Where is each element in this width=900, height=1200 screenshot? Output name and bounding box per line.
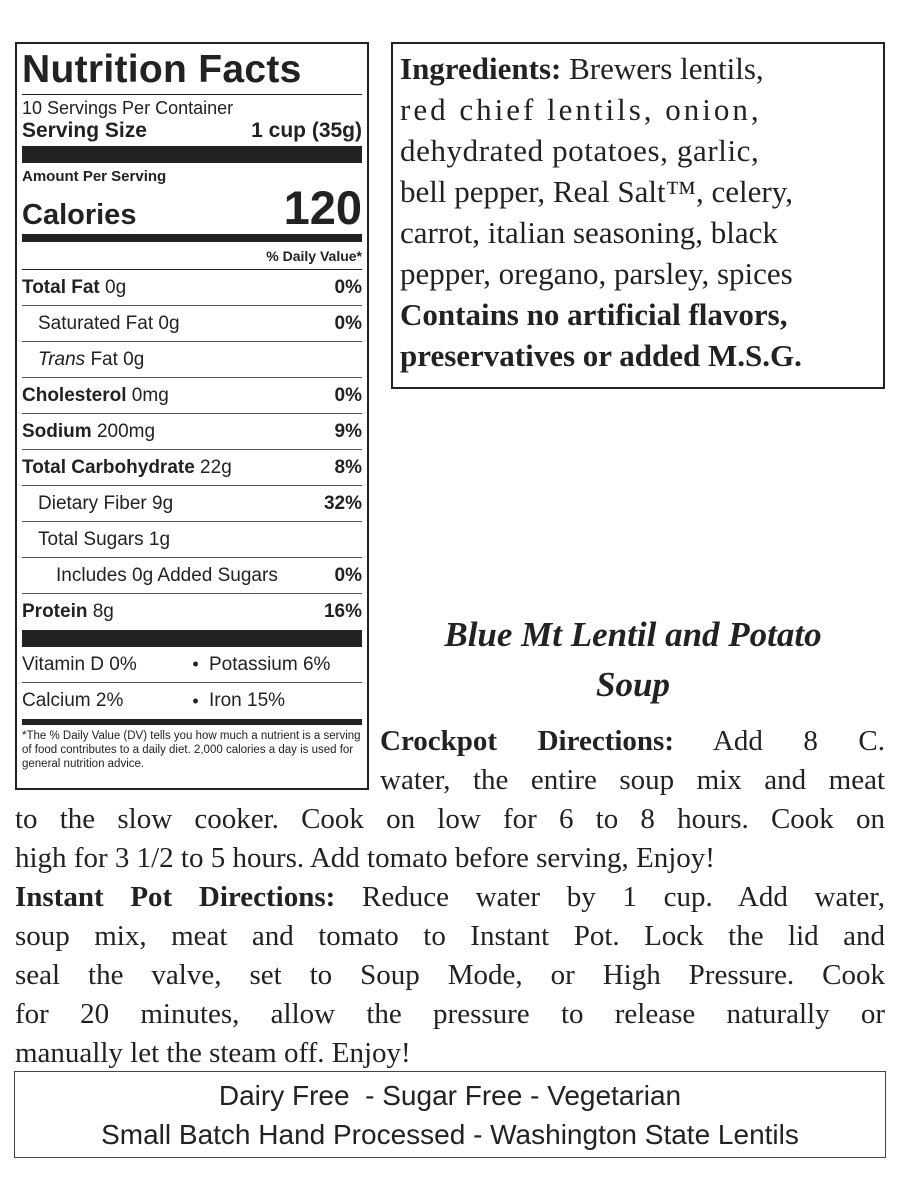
nutrient-label: Saturated Fat 0g bbox=[38, 312, 180, 334]
product-title bbox=[378, 610, 888, 710]
nutrient-percent: 0% bbox=[334, 564, 362, 586]
nutrient-percent: 0% bbox=[334, 312, 362, 334]
nutrient-label: Includes 0g Added Sugars bbox=[56, 564, 278, 586]
nutrition-facts-title: Nutrition Facts bbox=[22, 48, 302, 91]
daily-value-header: % Daily Value* bbox=[22, 242, 362, 270]
nutrient-percent: 0% bbox=[334, 276, 362, 298]
nutrient-label: Sodium bbox=[22, 420, 92, 442]
instant-pot-directions-label: Instant Pot Directions: bbox=[15, 881, 336, 913]
nutrient-percent: 9% bbox=[334, 420, 362, 442]
contains-line: preservatives or added M.S.G. bbox=[400, 338, 802, 373]
calcium: Calcium 2% bbox=[22, 690, 124, 711]
ingredients-line: dehydrated potatoes, garlic, bbox=[400, 133, 760, 168]
crockpot-directions-line: to the slow cooker. Cook on low for 6 to 8 hours. Cook on bbox=[15, 803, 885, 835]
serving-size-value: 1 cup (35g) bbox=[251, 119, 362, 142]
divider-medium bbox=[22, 234, 362, 242]
directions-text: Reduce water by 1 cup. Add water, bbox=[335, 881, 886, 913]
vitamin-d: Vitamin D 0% bbox=[22, 653, 137, 675]
footer-line: Small Batch Hand Processed - Washington State Lentils bbox=[101, 1119, 799, 1150]
nutrient-row-total-carbohydrate bbox=[22, 450, 362, 486]
iron: Iron 15% bbox=[209, 690, 286, 711]
nutrient-row-cholesterol bbox=[22, 378, 362, 414]
crockpot-directions-line: water, the entire soup mix and meat bbox=[380, 764, 885, 796]
nutrient-row-added-sugars bbox=[22, 558, 362, 594]
calories-value: 120 bbox=[283, 181, 362, 234]
product-title-line: Soup bbox=[596, 665, 670, 704]
footer-claims-box bbox=[14, 1071, 886, 1158]
nutrient-label: Fat 0g bbox=[85, 348, 145, 370]
nutrient-row-trans-fat bbox=[22, 342, 362, 378]
potassium: Potassium 6% bbox=[209, 653, 331, 675]
nutrient-percent: 16% bbox=[323, 601, 362, 622]
instant-pot-directions-line: seal the valve, set to Soup Mode, or High Pressure. Cook bbox=[15, 959, 885, 991]
bullet-icon: • bbox=[192, 654, 199, 674]
directions-text: Add 8 C. bbox=[673, 725, 886, 757]
crockpot-directions-line: high for 3 1/2 to 5 hours. Add tomato before serving, Enjoy! bbox=[15, 842, 715, 874]
nutrient-amount: 8g bbox=[87, 601, 114, 622]
nutrient-amount: 0g bbox=[99, 276, 127, 298]
servings-per-container: 10 Servings Per Container bbox=[22, 98, 234, 118]
nutrient-amount: 0mg bbox=[126, 384, 169, 406]
nutrient-percent: 0% bbox=[334, 384, 362, 406]
ingredients-line: pepper, oregano, parsley, spices bbox=[400, 256, 793, 291]
divider-thick bbox=[22, 630, 362, 647]
crockpot-directions-line bbox=[380, 722, 885, 761]
nutrient-label: Dietary Fiber 9g bbox=[38, 492, 174, 514]
vitamin-row bbox=[22, 647, 362, 683]
nutrient-label: Cholesterol bbox=[22, 384, 127, 406]
amount-per-serving: Amount Per Serving bbox=[22, 168, 167, 185]
bullet-icon: • bbox=[192, 690, 199, 711]
nutrient-row-total-fat bbox=[22, 270, 362, 306]
nutrient-row-total-sugars bbox=[22, 522, 362, 558]
daily-value-footnote: *The % Daily Value (DV) tells you how much a nutrient is a serving of food contributes to a daily diet. 2,000 calories a day is used for general nutrition advice. bbox=[22, 730, 361, 770]
ingredients-text: Brewers lentils, bbox=[561, 51, 764, 86]
nutrient-percent: 32% bbox=[323, 492, 362, 514]
ingredients-line bbox=[400, 48, 876, 89]
calories-row bbox=[22, 181, 362, 234]
nutrient-label: Total Carbohydrate bbox=[22, 456, 195, 478]
divider-thick bbox=[22, 146, 362, 163]
nutrient-row-saturated-fat bbox=[22, 306, 362, 342]
serving-size-label: Serving Size bbox=[22, 119, 147, 142]
nutrient-label: Total Fat bbox=[22, 276, 100, 298]
divider bbox=[22, 94, 362, 95]
nutrient-row-dietary-fiber bbox=[22, 486, 362, 522]
contains-line: Contains no artificial flavors, bbox=[400, 297, 788, 332]
instant-pot-directions-line bbox=[15, 878, 885, 917]
instant-pot-directions-line: for 20 minutes, allow the pressure to release naturally or bbox=[15, 998, 885, 1030]
ingredients-line: red chief lentils, onion, bbox=[400, 92, 762, 127]
product-title-line: Blue Mt Lentil and Potato bbox=[444, 615, 822, 654]
ingredients-line: carrot, italian seasoning, black bbox=[400, 215, 778, 250]
instant-pot-directions-line: soup mix, meat and tomato to Instant Pot. Lock the lid and bbox=[15, 920, 885, 952]
nutrient-percent: 8% bbox=[334, 456, 362, 478]
footer-line: Dairy Free - Sugar Free - Vegetarian bbox=[218, 1080, 682, 1111]
nutrient-amount: 200mg bbox=[91, 420, 156, 442]
vitamin-row bbox=[22, 683, 362, 719]
calories-label: Calories bbox=[22, 199, 137, 231]
instant-pot-directions-line: manually let the steam off. Enjoy! bbox=[15, 1037, 411, 1069]
serving-size-row bbox=[22, 119, 362, 143]
ingredients-box bbox=[391, 42, 885, 389]
nutrition-facts-panel bbox=[15, 42, 369, 790]
nutrient-row-sodium bbox=[22, 414, 362, 450]
nutrient-row-protein bbox=[22, 594, 362, 630]
crockpot-directions-label: Crockpot Directions: bbox=[380, 725, 674, 757]
nutrient-amount: 22g bbox=[194, 456, 232, 478]
ingredients-label: Ingredients: bbox=[400, 51, 562, 86]
nutrient-label: Total Sugars 1g bbox=[38, 528, 171, 550]
ingredients-line: bell pepper, Real Salt™, celery, bbox=[400, 174, 793, 209]
nutrient-label: Protein bbox=[22, 601, 88, 622]
nutrient-label-italic: Trans bbox=[38, 348, 86, 370]
